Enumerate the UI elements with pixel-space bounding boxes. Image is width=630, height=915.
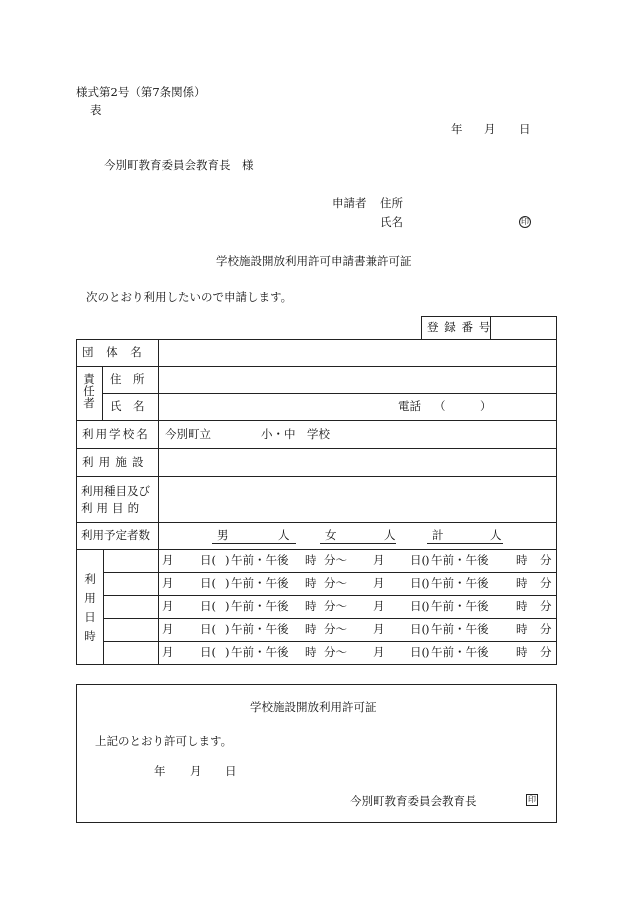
datetime-day-end: 日(	[410, 622, 426, 636]
datetime-hour-end: 時	[516, 599, 528, 613]
datetime-month-end: 月	[373, 553, 385, 567]
permit-title: 学校施設開放利用許可証	[250, 700, 377, 714]
datetime-day-end: 日(	[410, 645, 426, 659]
datetime-minute-from-start: 分〜	[324, 645, 347, 659]
datetime-minute-to-end: 分	[540, 576, 552, 590]
responsible-name-label: 氏名	[110, 399, 156, 413]
datetime-ampm-end: 午前・午後	[431, 645, 489, 659]
datetime-ampm-end: 午前・午後	[431, 599, 489, 613]
datetime-minute-to-end: 分	[540, 553, 552, 567]
purpose-label-line2: 利用目的	[81, 501, 144, 515]
people-male-unit: 人	[278, 528, 290, 542]
organization-label: 団体名	[82, 345, 155, 359]
permit-day: 日	[225, 764, 237, 778]
datetime-close-end: )	[425, 576, 430, 590]
permit-year: 年	[154, 764, 166, 778]
datetime-month-end: 月	[373, 622, 385, 636]
datetime-month-start: 月	[162, 622, 174, 636]
responsible-name-field[interactable]	[160, 395, 390, 419]
people-female-label: 女	[325, 528, 337, 542]
datetime-hour-end: 時	[516, 622, 528, 636]
datetime-hour-end: 時	[516, 553, 528, 567]
datetime-hour-end: 時	[516, 645, 528, 659]
datetime-ampm-start: 午前・午後	[231, 599, 289, 613]
datetime-close-end: )	[425, 599, 430, 613]
datetime-day-start: 日(	[200, 599, 216, 613]
applicant-label: 申請者	[332, 196, 367, 210]
datetime-day-start: 日(	[200, 645, 216, 659]
permit-text: 上記のとおり許可します。	[95, 734, 233, 748]
datetime-ampm-start: 午前・午後	[231, 645, 289, 659]
datetime-hour-start: 時	[305, 622, 317, 636]
datetime-month-end: 月	[373, 645, 385, 659]
applicant-address-label: 住所	[380, 196, 403, 210]
people-total-unit: 人	[490, 528, 502, 542]
datetime-close-end: )	[425, 622, 430, 636]
purpose-field[interactable]	[160, 478, 555, 520]
form-side: 表	[90, 103, 102, 117]
datetime-day-start: 日(	[200, 622, 216, 636]
datetime-month-end: 月	[373, 576, 385, 590]
datetime-minute-from-start: 分〜	[324, 553, 347, 567]
datetime-label: 利用日時	[84, 572, 96, 643]
school-type: 小・中 学校	[261, 427, 330, 441]
datetime-ampm-start: 午前・午後	[231, 553, 289, 567]
datetime-month-start: 月	[162, 599, 174, 613]
phone-parens: （ ）	[434, 399, 492, 413]
date-month: 月	[484, 122, 496, 136]
datetime-ampm-start: 午前・午後	[231, 576, 289, 590]
permit-seal: 印	[528, 795, 536, 804]
datetime-day-end: 日(	[410, 553, 426, 567]
datetime-hour-start: 時	[305, 576, 317, 590]
datetime-hour-start: 時	[305, 645, 317, 659]
datetime-close-end: )	[425, 645, 430, 659]
datetime-hour-start: 時	[305, 599, 317, 613]
responsible-address-field[interactable]	[160, 368, 555, 392]
datetime-day-end: 日(	[410, 576, 426, 590]
datetime-close-start: )	[225, 576, 230, 590]
people-male-label: 男	[217, 528, 229, 542]
form-number: 様式第2号（第7条関係）	[76, 85, 206, 99]
datetime-hour-end: 時	[516, 576, 528, 590]
datetime-ampm-end: 午前・午後	[431, 576, 489, 590]
datetime-minute-from-start: 分〜	[324, 599, 347, 613]
school-prefix: 今別町立	[165, 427, 211, 441]
datetime-hour-start: 時	[305, 553, 317, 567]
document-title: 学校施設開放利用許可申請書兼許可証	[216, 254, 412, 268]
date-year: 年	[451, 122, 463, 136]
datetime-minute-to-end: 分	[540, 622, 552, 636]
datetime-day-end: 日(	[410, 599, 426, 613]
permit-issuer: 今別町教育委員会教育長	[350, 794, 477, 808]
registration-number-label: 登録番号	[427, 320, 496, 334]
organization-field[interactable]	[160, 341, 555, 364]
facility-label: 利用施設	[82, 455, 149, 469]
datetime-ampm-end: 午前・午後	[431, 622, 489, 636]
addressee: 今別町教育委員会教育長 様	[104, 158, 254, 172]
datetime-minute-from-start: 分〜	[324, 622, 347, 636]
permit-month: 月	[190, 764, 202, 778]
datetime-minute-from-start: 分〜	[324, 576, 347, 590]
datetime-month-start: 月	[162, 553, 174, 567]
datetime-ampm-end: 午前・午後	[431, 553, 489, 567]
datetime-ampm-start: 午前・午後	[231, 622, 289, 636]
datetime-day-start: 日(	[200, 576, 216, 590]
datetime-month-start: 月	[162, 645, 174, 659]
school-label: 利用学校名	[82, 427, 150, 441]
purpose-label-line1: 利用種目及び	[81, 484, 150, 498]
datetime-close-end: )	[425, 553, 430, 567]
datetime-month-start: 月	[162, 576, 174, 590]
responsible-label: 責任者	[83, 372, 95, 411]
phone-label: 電話	[398, 399, 421, 413]
datetime-minute-to-end: 分	[540, 599, 552, 613]
responsible-address-label: 住所	[110, 372, 156, 386]
applicant-seal: 印	[521, 217, 529, 226]
datetime-month-end: 月	[373, 599, 385, 613]
applicant-name-label: 氏名	[380, 215, 403, 229]
datetime-day-start: 日(	[200, 553, 216, 567]
people-female-unit: 人	[384, 528, 396, 542]
datetime-minute-to-end: 分	[540, 645, 552, 659]
intro-text: 次のとおり利用したいので申請します。	[86, 290, 293, 304]
datetime-close-start: )	[225, 622, 230, 636]
datetime-close-start: )	[225, 553, 230, 567]
facility-field[interactable]	[160, 450, 555, 474]
date-day: 日	[519, 122, 531, 136]
datetime-close-start: )	[225, 599, 230, 613]
people-total-label: 計	[432, 528, 444, 542]
people-label: 利用予定者数	[81, 528, 150, 542]
datetime-close-start: )	[225, 645, 230, 659]
